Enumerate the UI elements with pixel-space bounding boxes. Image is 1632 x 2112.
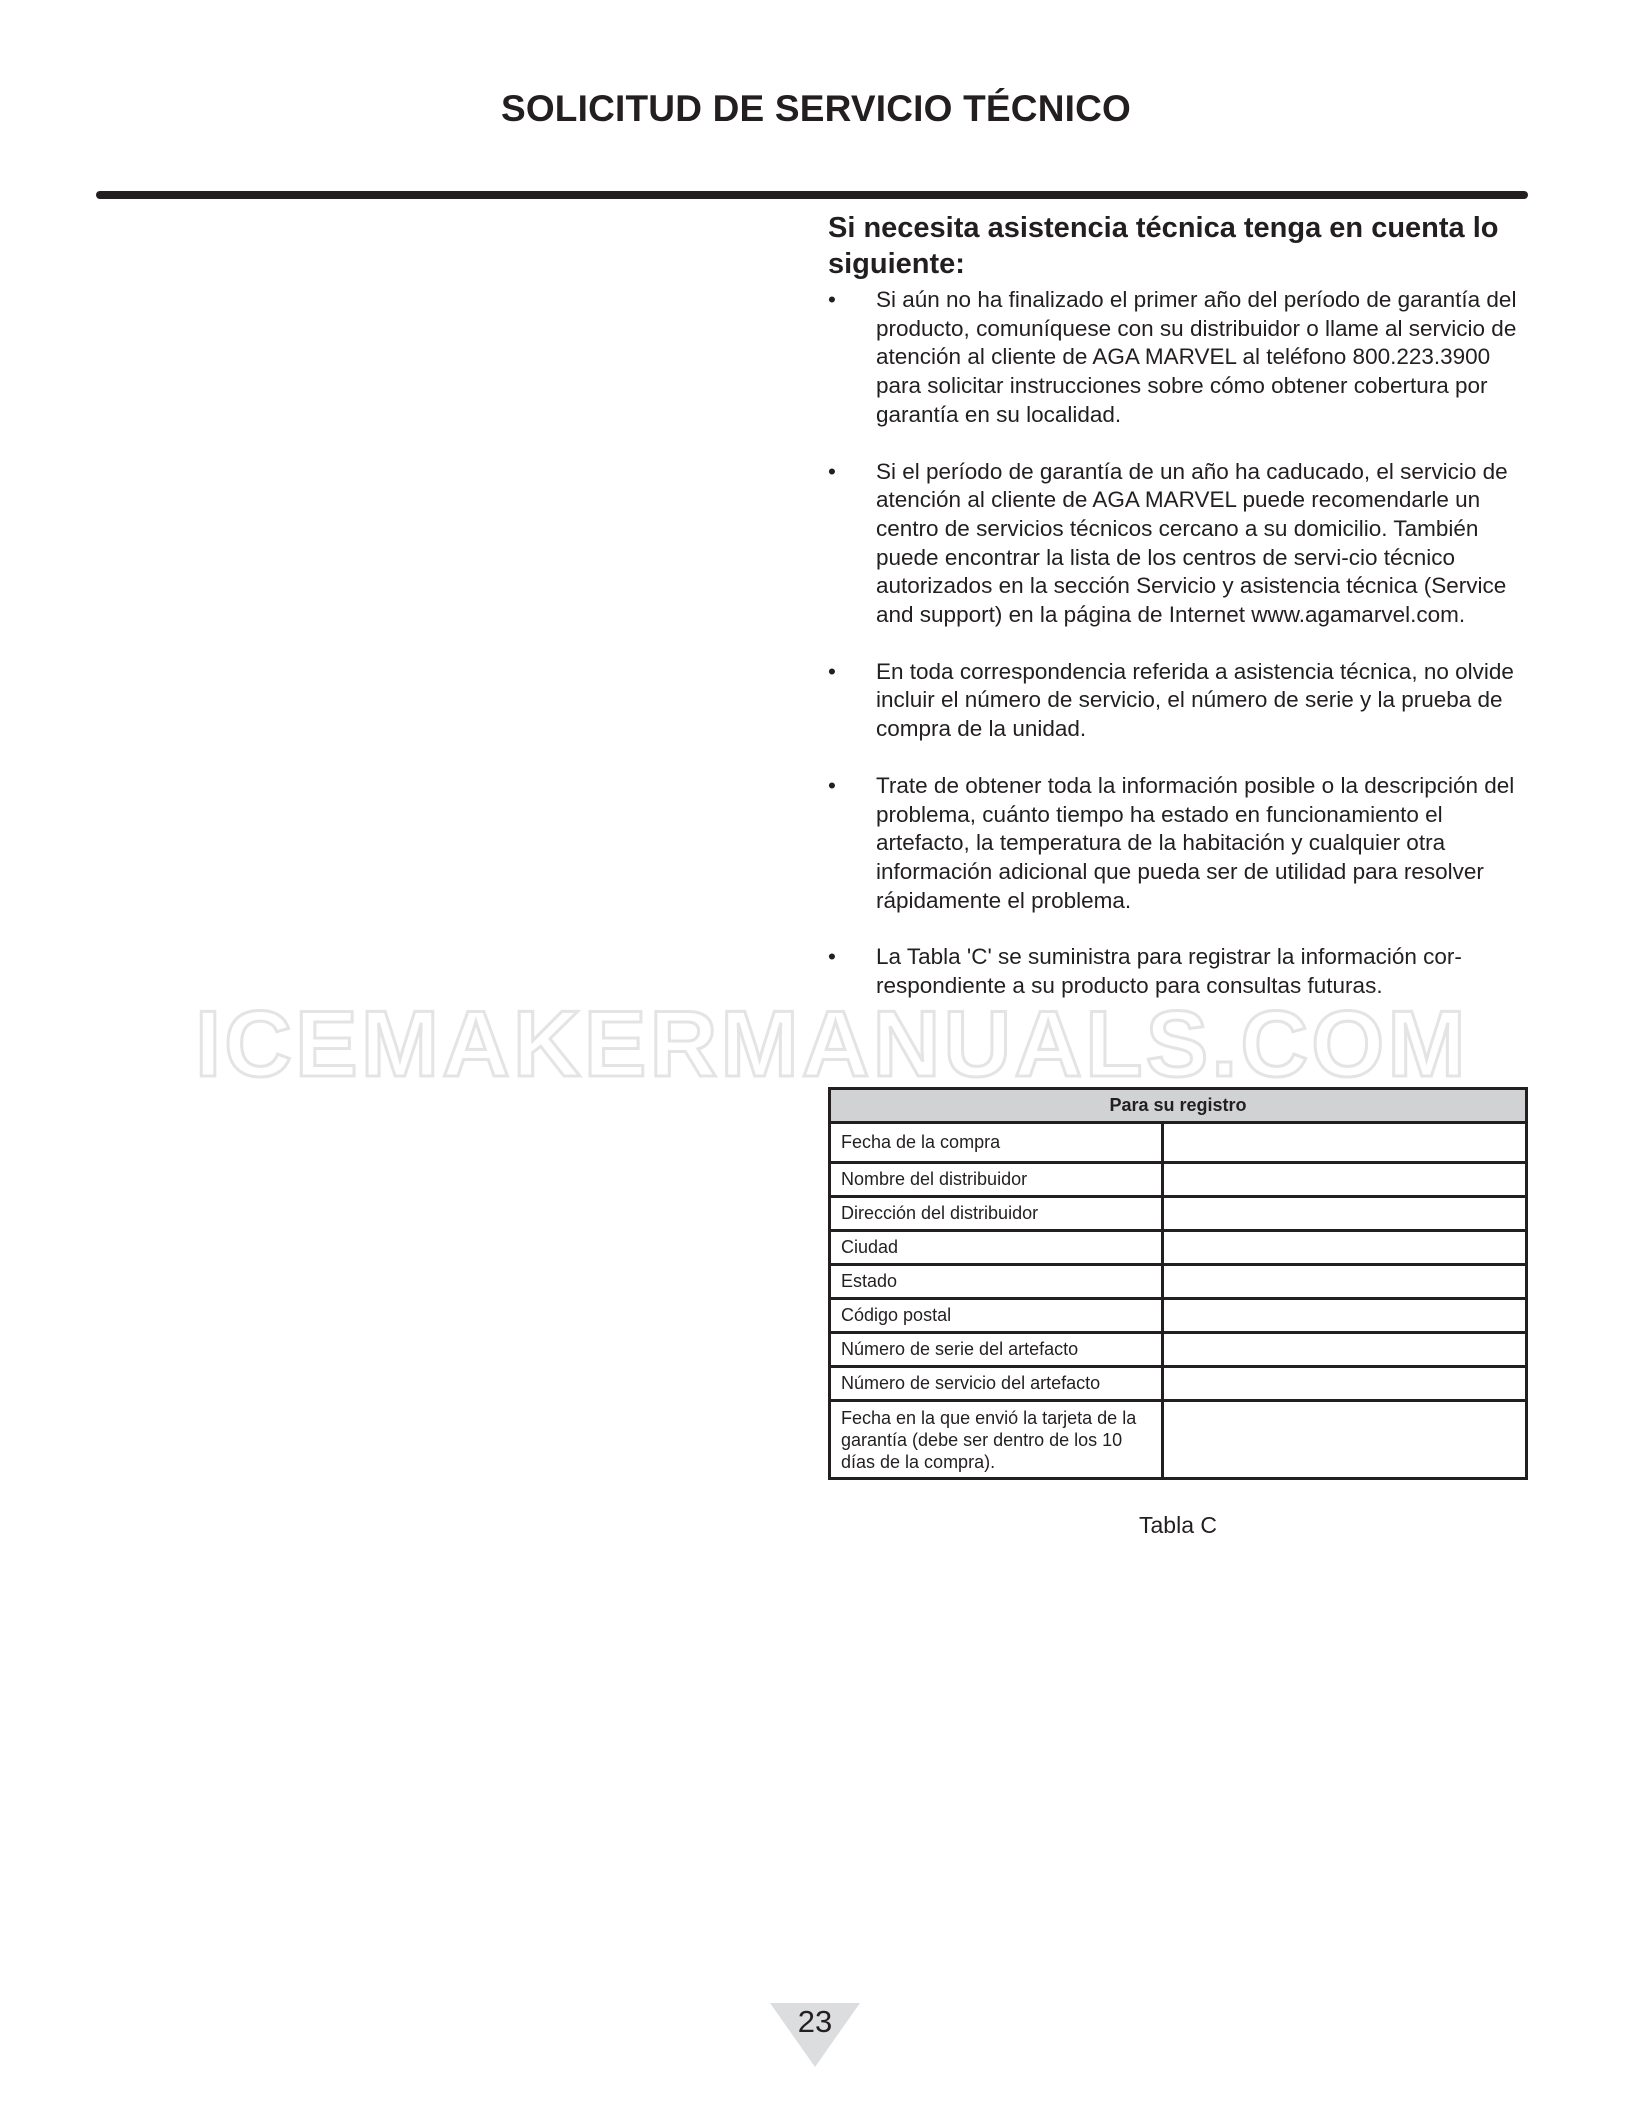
table-row: [830, 1231, 1527, 1265]
bullet-icon: •: [828, 287, 836, 312]
record-table: [828, 1087, 1528, 1480]
row-value-cell: [1163, 1333, 1527, 1367]
row-label: Dirección del distribuidor: [830, 1197, 1163, 1231]
list-item-text: Trate de obtener toda la información posible o la descripción del problema, cuánto tiempo ha estado en funcionamiento el artefacto, la temperatura de la habitación y cualquier otra información adicional que pueda ser de utilidad para resolver rápidamente el problema.: [876, 772, 1515, 913]
page-title: SOLICITUD DE SERVICIO TÉCNICO: [500, 88, 1132, 129]
list-item-text: Si aún no ha finalizado el primer año del período de garantía del producto, comuníquese con su distribuidor o llame al servicio de atención al cliente de AGA MARVEL al teléfono 800.223.3900 para solicitar instrucciones sobre cómo obtener cobertura por garantía en su localidad.: [876, 287, 1517, 427]
table-header-row: [830, 1089, 1527, 1123]
list-item-text: La Tabla 'C' se suministra para registrar la información cor-respondiente a su producto para consultas futuras.: [876, 944, 1462, 999]
table-row: [830, 1401, 1527, 1479]
table-row: [830, 1333, 1527, 1367]
section-heading: Si necesita asistencia técnica tenga en cuenta lo siguiente:: [828, 212, 1499, 280]
list-item: [828, 458, 1528, 630]
list-item: [828, 286, 1528, 430]
row-value-cell: [1163, 1163, 1527, 1197]
assistance-section: [828, 210, 1528, 1029]
row-value-cell: [1163, 1265, 1527, 1299]
list-item-text: En toda correspondencia referida a asistencia técnica, no olvide incluir el número de servicio, el número de serie y la prueba de compra de la unidad.: [876, 658, 1514, 742]
row-value-cell: [1163, 1299, 1527, 1333]
row-value-cell: [1163, 1197, 1527, 1231]
row-label: Número de serie del artefacto: [830, 1333, 1163, 1367]
bullet-icon: •: [828, 658, 836, 684]
bullet-icon: •: [828, 458, 836, 484]
list-item: [828, 658, 1528, 744]
title-divider: [96, 191, 1528, 199]
row-value-cell: [1163, 1231, 1527, 1265]
table-row: [830, 1367, 1527, 1401]
row-label: Código postal: [830, 1299, 1163, 1333]
table-row: [830, 1265, 1527, 1299]
watermark: ICEMAKERMANUALS.COM: [195, 991, 1469, 1096]
table-row: [830, 1299, 1527, 1333]
row-value-cell: [1163, 1367, 1527, 1401]
list-item-text: Si el período de garantía de un año ha caducado, el servicio de atención al cliente de AGA MARVEL puede recomendarle un centro de servicios técnicos cercano a su domicilio. También puede encontrar la lista de los centros de servi-cio técnico autorizados en la sección Servicio y asistencia técnica (Service and support) en la página de Internet www.agamarvel.com.: [876, 458, 1508, 628]
row-value-cell: [1163, 1123, 1527, 1163]
row-label: Nombre del distribuidor: [830, 1163, 1163, 1197]
row-label: Ciudad: [830, 1231, 1163, 1265]
page-number: 23: [797, 2004, 833, 2039]
table-row: [830, 1197, 1527, 1231]
table-row: [830, 1163, 1527, 1197]
table-row: [830, 1123, 1527, 1163]
row-value-cell: [1163, 1401, 1527, 1479]
table-caption: Tabla C: [1139, 1512, 1217, 1538]
row-label: Fecha de la compra: [830, 1123, 1163, 1163]
bullet-icon: •: [828, 944, 836, 970]
list-item: [828, 943, 1528, 1000]
bullet-icon: •: [828, 772, 836, 798]
row-label: Estado: [830, 1265, 1163, 1299]
table-header: Para su registro: [830, 1089, 1527, 1123]
row-label: Número de servicio del artefacto: [830, 1367, 1163, 1401]
page-number-marker: [770, 2003, 860, 2067]
assistance-list: [828, 286, 1528, 1001]
row-label: Fecha en la que envió la tarjeta de la garantía (debe ser dentro de los 10 días de la compra).: [830, 1401, 1163, 1479]
list-item: [828, 772, 1528, 916]
